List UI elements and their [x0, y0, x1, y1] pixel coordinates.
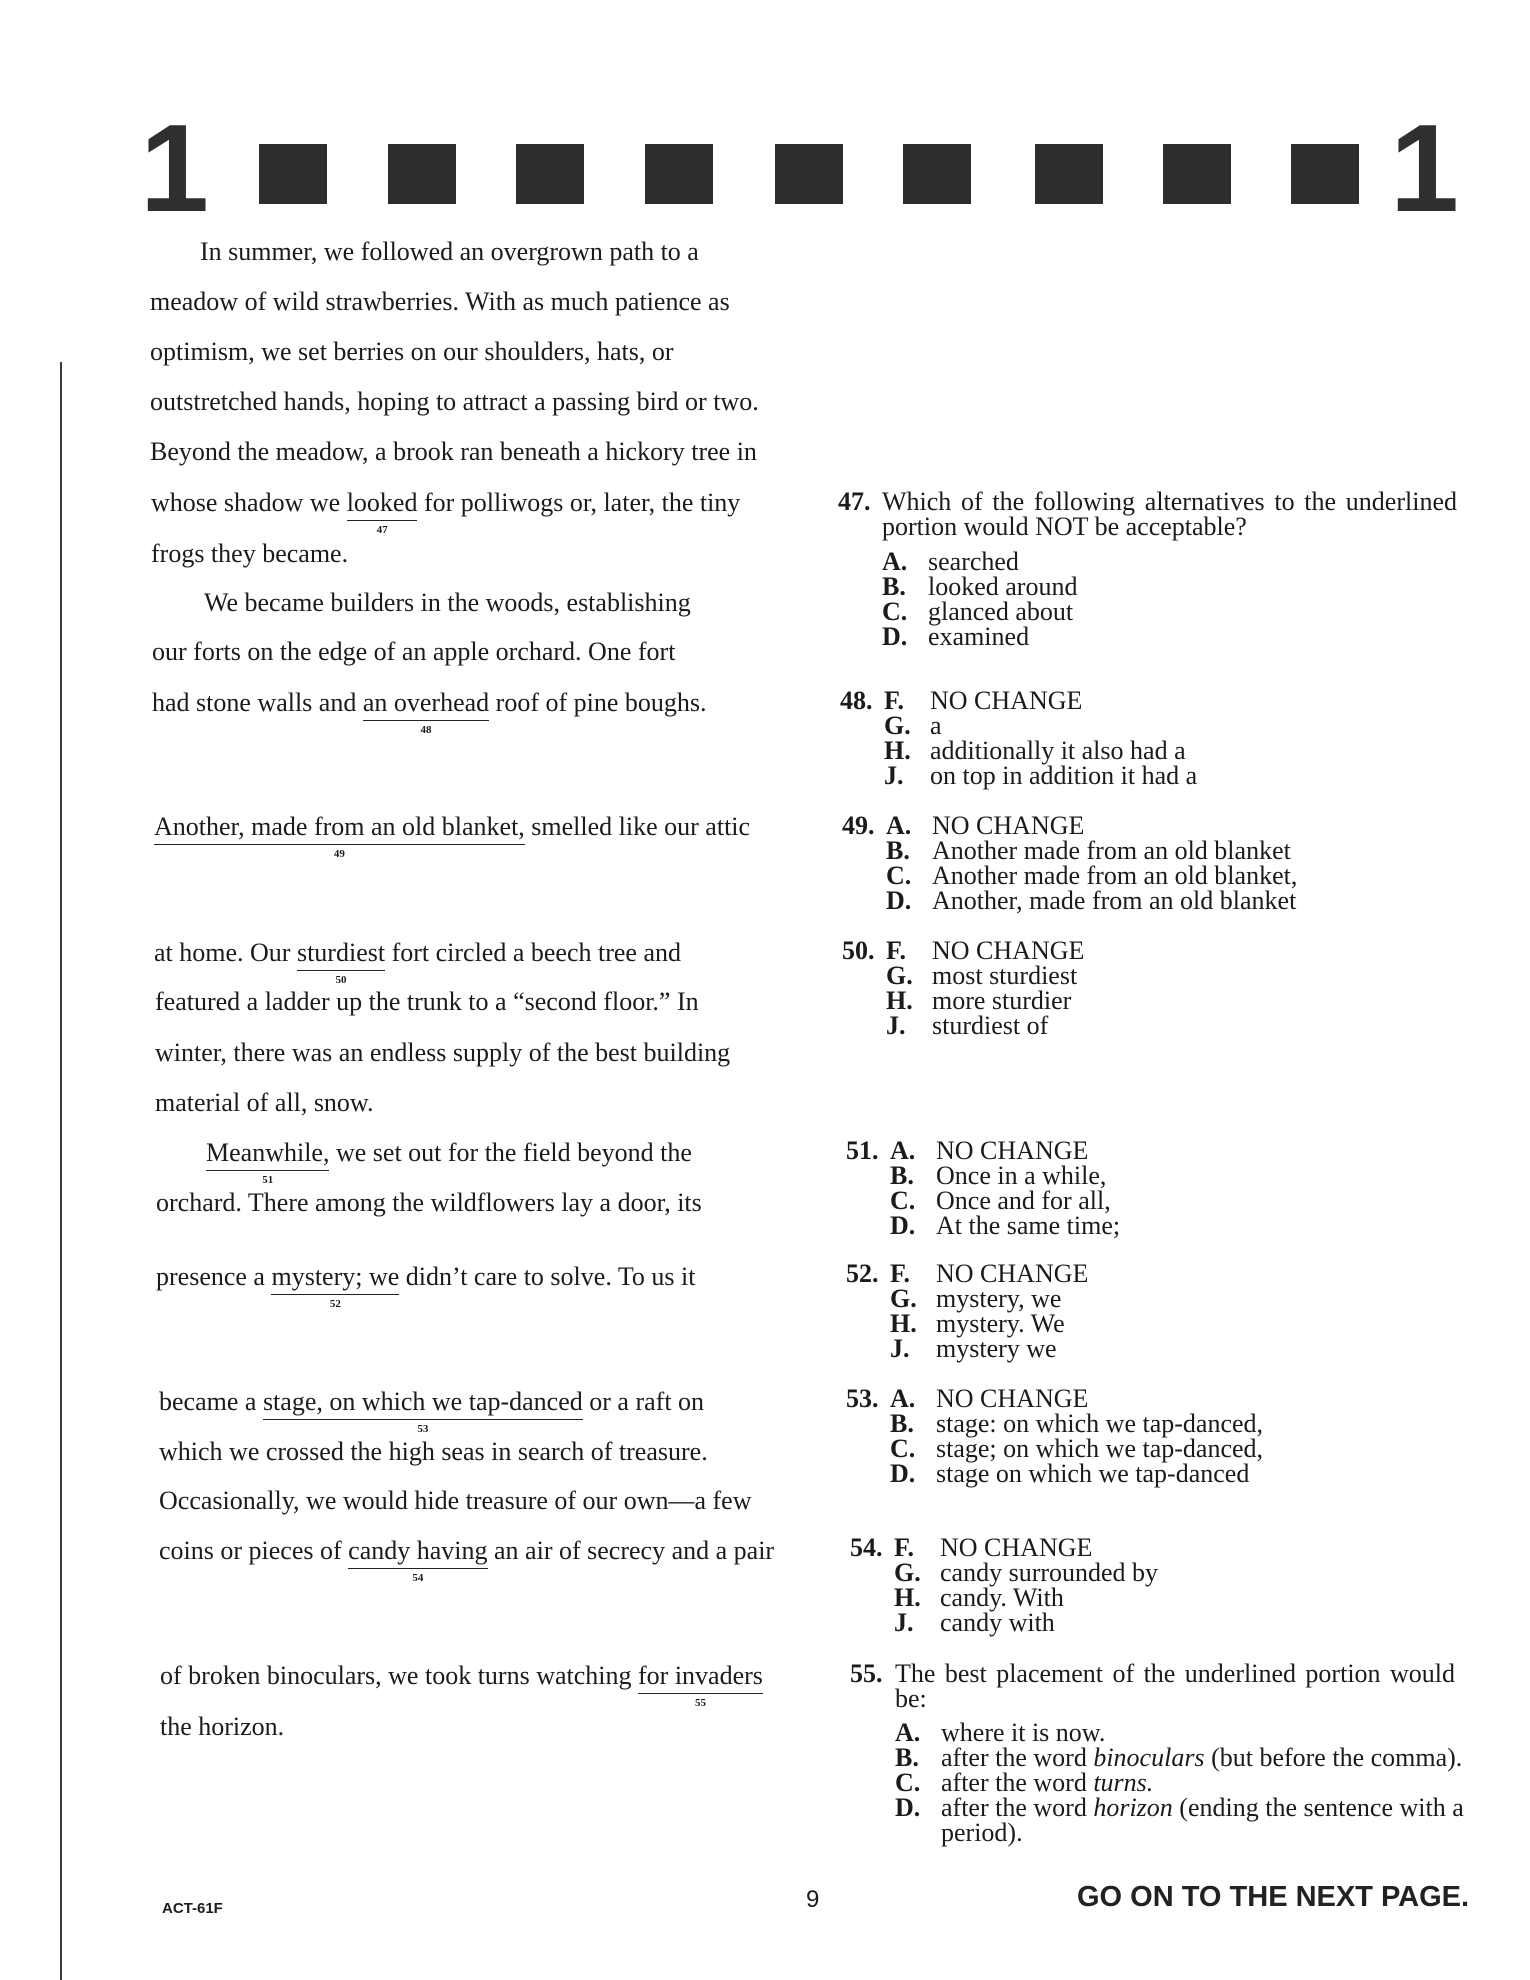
answer-choice-g: [886, 963, 1084, 988]
passage-text: had stone walls and: [152, 688, 363, 717]
choice-text: [941, 1795, 1481, 1845]
answer-choice-c: [886, 863, 1297, 888]
underlined-portion-48: [362, 688, 490, 736]
passage-line: [155, 989, 699, 1015]
underlined-text: for invaders: [638, 1661, 763, 1690]
choice-text: Another made from an old blanket: [932, 836, 1291, 865]
passage-line: [206, 1138, 692, 1186]
choice-text: stage; on which we tap-danced,: [936, 1434, 1264, 1463]
passage-text: smelled like our attic: [524, 812, 751, 841]
passage-text: coins or pieces of: [159, 1536, 349, 1565]
choice-letter: H.: [894, 1583, 921, 1612]
passage-line: [152, 688, 707, 736]
answer-choice-j: [894, 1610, 1158, 1635]
question-54: [850, 1535, 1158, 1635]
choice-letter: H.: [886, 986, 913, 1015]
choice-letter: A.: [890, 1384, 916, 1413]
answer-choice-b: [895, 1745, 1481, 1770]
question-number: 52.: [846, 1259, 879, 1288]
underlined-portion-49: [154, 812, 525, 860]
passage-line: [159, 1488, 752, 1514]
answer-choices: [890, 1386, 1263, 1486]
underlined-portion-55: [638, 1661, 763, 1709]
underlined-text: stage, on which we tap-danced: [262, 1387, 583, 1416]
question-reference-number: 54: [412, 1572, 424, 1584]
choice-text: stage: on which we tap-danced,: [936, 1409, 1264, 1438]
answer-choices: [886, 813, 1297, 913]
answer-choice-f: [890, 1261, 1088, 1286]
choice-letter: F.: [884, 686, 904, 715]
question-number: 51.: [846, 1136, 879, 1165]
choice-text-italic: turns: [1093, 1768, 1147, 1797]
question-47: [838, 489, 1457, 649]
choice-text-end: (ending the sentence with a period).: [941, 1793, 1464, 1847]
choice-text: Once and for all,: [936, 1186, 1111, 1215]
passage-line: [152, 639, 675, 665]
answer-choices: [894, 1535, 1158, 1635]
underlined-portion-51: [206, 1138, 330, 1186]
passage-text: became a: [159, 1387, 263, 1416]
choice-letter: C.: [882, 597, 908, 626]
choice-text: candy surrounded by: [940, 1558, 1159, 1587]
underlined-text: Another, made from an old blanket,: [154, 812, 525, 841]
choice-text: candy. With: [940, 1583, 1064, 1612]
passage-line: [155, 1090, 374, 1116]
question-number: 47.: [838, 487, 871, 516]
choice-text: on top in addition it had a: [930, 761, 1198, 790]
choice-text: mystery we: [936, 1334, 1057, 1363]
answer-choice-j: [886, 1013, 1084, 1038]
passage-line: [159, 1439, 708, 1465]
page-number: 9: [806, 1886, 820, 1913]
answer-choice-d: [895, 1795, 1481, 1845]
passage-text: roof of pine boughs.: [489, 688, 707, 717]
answer-choice-b: [882, 574, 1457, 599]
passage-text: which we crossed the high seas in search of treasure.: [159, 1437, 708, 1466]
choice-text: NO CHANGE: [936, 1259, 1089, 1288]
underlined-text: Meanwhile,: [206, 1138, 330, 1167]
underlined-text: mystery; we: [271, 1262, 400, 1291]
passage-text: the horizon.: [160, 1712, 285, 1741]
question-55: [850, 1661, 1481, 1845]
header-block: [516, 144, 584, 204]
choice-letter: B.: [895, 1743, 919, 1772]
choice-text: mystery, we: [936, 1284, 1062, 1313]
choice-text-end: .: [1146, 1768, 1154, 1797]
choice-letter: H.: [890, 1309, 917, 1338]
passage-text: outstretched hands, hoping to attract a passing bird or two.: [150, 387, 759, 416]
passage-text: We became builders in the woods, establishing: [204, 588, 691, 617]
passage-text: material of all, snow.: [155, 1088, 374, 1117]
answer-choice-c: [890, 1436, 1263, 1461]
choice-letter: G.: [890, 1284, 917, 1313]
question-50: [842, 938, 1084, 1038]
question-number: 53.: [846, 1384, 879, 1413]
answer-choice-d: [890, 1461, 1263, 1486]
question-reference-number: 47: [376, 524, 388, 536]
choice-text: NO CHANGE: [940, 1533, 1093, 1562]
passage-line: [204, 590, 691, 616]
passage-line: [150, 339, 674, 365]
question-reference-number: 51: [262, 1174, 274, 1186]
header-block: [1291, 144, 1359, 204]
question-reference-number: 53: [417, 1423, 429, 1435]
choice-text: [941, 1770, 1153, 1795]
answer-choice-b: [890, 1411, 1263, 1436]
choice-text: a: [930, 711, 942, 740]
answer-choice-b: [886, 838, 1297, 863]
passage-line: [151, 488, 741, 536]
choice-letter: B.: [890, 1409, 914, 1438]
answer-choice-g: [890, 1286, 1088, 1311]
underlined-portion-50: [296, 938, 386, 986]
choice-letter: A.: [882, 547, 908, 576]
passage-text: Occasionally, we would hide treasure of our own—a few: [159, 1486, 752, 1515]
question-51: [846, 1138, 1120, 1238]
choice-text: At the same time;: [936, 1211, 1121, 1240]
answer-choices: [886, 938, 1084, 1038]
answer-choice-h: [884, 738, 1197, 763]
choice-letter: D.: [890, 1211, 916, 1240]
answer-choice-c: [895, 1770, 1481, 1795]
passage-text: featured a ladder up the trunk to a “second floor.” In: [155, 987, 699, 1016]
answer-choice-h: [890, 1311, 1088, 1336]
choice-letter: A.: [886, 811, 912, 840]
choice-text: Another made from an old blanket,: [932, 861, 1298, 890]
choice-letter: C.: [895, 1768, 921, 1797]
choice-letter: J.: [884, 761, 904, 790]
header-block: [259, 144, 327, 204]
answer-choice-a: [890, 1138, 1120, 1163]
answer-choice-f: [894, 1535, 1158, 1560]
passage-line: [155, 1040, 730, 1066]
question-49: [842, 813, 1297, 913]
passage-text: an air of secrecy and a pair: [487, 1536, 775, 1565]
choice-letter: B.: [886, 836, 910, 865]
choice-letter: G.: [886, 961, 913, 990]
question-reference-number: 48: [420, 724, 432, 736]
underlined-text: candy having: [348, 1536, 488, 1565]
choice-text: NO CHANGE: [930, 686, 1083, 715]
passage-text: In summer, we followed an overgrown path to a: [200, 237, 699, 266]
choice-text: sturdiest of: [932, 1011, 1049, 1040]
choice-letter: G.: [894, 1558, 921, 1587]
header-block: [388, 144, 456, 204]
question-number: 55.: [850, 1659, 883, 1688]
question-number: 49.: [842, 811, 875, 840]
answer-choices: [890, 1138, 1120, 1238]
choice-letter: F.: [890, 1259, 910, 1288]
choice-letter: A.: [895, 1718, 921, 1747]
passage-text: for polliwogs or, later, the tiny: [417, 488, 741, 517]
underlined-portion-52: [271, 1262, 400, 1310]
answer-choice-d: [890, 1213, 1120, 1238]
form-code: ACT-61F: [162, 1900, 223, 1917]
answer-choice-j: [884, 763, 1197, 788]
question-48: [840, 688, 1197, 788]
underlined-portion-54: [348, 1536, 488, 1584]
question-reference-number: 52: [329, 1298, 341, 1310]
question-number: 48.: [840, 686, 873, 715]
question-body: [895, 1661, 1481, 1845]
passage-line: [150, 439, 757, 465]
passage-line: [160, 1661, 763, 1709]
answer-choices: [895, 1720, 1481, 1845]
passage-line: [154, 938, 682, 986]
continue-instruction: GO ON TO THE NEXT PAGE.: [1077, 1881, 1470, 1913]
passage-text: Beyond the meadow, a brook ran beneath a hickory tree in: [150, 437, 757, 466]
choice-text-start: after the word: [941, 1743, 1094, 1772]
answer-choices: [882, 549, 1457, 649]
scan-binding-line: [60, 362, 62, 1980]
question-53: [846, 1386, 1263, 1486]
passage-line: [156, 1262, 696, 1310]
choice-letter: J.: [890, 1334, 910, 1363]
choice-text: examined: [928, 622, 1030, 651]
header-block: [775, 144, 843, 204]
question-number: 50.: [842, 936, 875, 965]
passage-line: [154, 812, 751, 860]
choice-text: looked around: [928, 572, 1078, 601]
question-stem: The best placement of the underlined portion would be:: [895, 1659, 1455, 1713]
passage-text: frogs they became.: [151, 539, 349, 568]
underlined-text: an overhead: [362, 688, 490, 717]
answer-choice-f: [886, 938, 1084, 963]
header-block: [1163, 144, 1231, 204]
answer-choice-h: [886, 988, 1084, 1013]
choice-text: Another, made from an old blanket: [932, 886, 1297, 915]
answer-choices: [884, 688, 1197, 788]
answer-choice-d: [886, 888, 1297, 913]
answer-choice-c: [882, 599, 1457, 624]
answer-choice-a: [890, 1386, 1263, 1411]
passage-text: at home. Our: [154, 938, 297, 967]
choice-letter: A.: [890, 1136, 916, 1165]
choice-letter: F.: [894, 1533, 914, 1562]
choice-text: additionally it also had a: [930, 736, 1186, 765]
passage-text: orchard. There among the wildflowers lay a door, its: [156, 1188, 702, 1217]
question-reference-number: 55: [694, 1697, 706, 1709]
underlined-text: looked: [346, 488, 418, 517]
passage-text: meadow of wild strawberries. With as much patience as: [150, 287, 730, 316]
choice-text: NO CHANGE: [932, 936, 1085, 965]
answer-choice-a: [895, 1720, 1481, 1745]
answer-choices: [890, 1261, 1088, 1361]
underlined-portion-53: [262, 1387, 583, 1435]
choice-letter: J.: [886, 1011, 906, 1040]
header-block: [903, 144, 971, 204]
passage-line: [160, 1714, 284, 1740]
choice-text: NO CHANGE: [936, 1384, 1089, 1413]
choice-letter: H.: [884, 736, 911, 765]
choice-letter: C.: [890, 1434, 916, 1463]
choice-letter: D.: [882, 622, 908, 651]
choice-text: most sturdiest: [932, 961, 1078, 990]
passage-text: optimism, we set berries on our shoulders, hats, or: [150, 337, 674, 366]
passage-text: whose shadow we: [151, 488, 347, 517]
passage-line: [151, 541, 348, 567]
choice-text: where it is now.: [941, 1718, 1106, 1747]
question-reference-number: 50: [335, 974, 347, 986]
question-reference-number: 49: [333, 848, 345, 860]
passage-line: [159, 1387, 705, 1435]
passage-text: winter, there was an endless supply of the best building: [155, 1038, 731, 1067]
choice-text: searched: [928, 547, 1019, 576]
section-number-left: 1: [140, 100, 209, 238]
answer-choice-d: [882, 624, 1457, 649]
passage-line: [200, 239, 699, 265]
passage-text: of broken binoculars, we took turns watching: [160, 1661, 639, 1690]
choice-text: NO CHANGE: [936, 1136, 1089, 1165]
passage-text: didn’t care to solve. To us it: [399, 1262, 696, 1291]
passage-text: our forts on the edge of an apple orchard. One fort: [152, 637, 676, 666]
choice-text: NO CHANGE: [932, 811, 1085, 840]
choice-text-italic: binoculars: [1093, 1743, 1205, 1772]
answer-choice-b: [890, 1163, 1120, 1188]
choice-text: more sturdier: [932, 986, 1072, 1015]
choice-letter: D.: [895, 1793, 921, 1822]
answer-choice-a: [882, 549, 1457, 574]
answer-choice-c: [890, 1188, 1120, 1213]
choice-letter: D.: [886, 886, 912, 915]
choice-text: Once in a while,: [936, 1161, 1107, 1190]
choice-letter: D.: [890, 1459, 916, 1488]
question-52: [846, 1261, 1088, 1361]
passage-line: [159, 1536, 775, 1584]
passage-line: [156, 1190, 702, 1216]
question-number: 54.: [850, 1533, 883, 1562]
question-stem: Which of the following alternatives to the underlined portion would NOT be acceptable?: [882, 487, 1457, 541]
answer-choice-f: [884, 688, 1197, 713]
answer-choice-h: [894, 1585, 1158, 1610]
choice-letter: J.: [894, 1608, 914, 1637]
answer-choice-g: [884, 713, 1197, 738]
choice-letter: B.: [890, 1161, 914, 1190]
choice-letter: B.: [882, 572, 906, 601]
choice-text: mystery. We: [936, 1309, 1065, 1338]
choice-text: [941, 1745, 1462, 1770]
choice-text-start: after the word: [941, 1793, 1094, 1822]
choice-letter: G.: [884, 711, 911, 740]
header-block: [1035, 144, 1103, 204]
passage-line: [150, 289, 730, 315]
section-number-right: 1: [1390, 100, 1459, 238]
passage-text: fort circled a beech tree and: [385, 938, 682, 967]
choice-text: glanced about: [928, 597, 1074, 626]
choice-letter: C.: [890, 1186, 916, 1215]
passage-text: we set out for the field beyond the: [329, 1138, 692, 1167]
passage-text: or a raft on: [582, 1387, 705, 1416]
answer-choice-a: [886, 813, 1297, 838]
choice-text: candy with: [940, 1608, 1055, 1637]
passage-line: [150, 389, 759, 415]
answer-choice-g: [894, 1560, 1158, 1585]
underlined-portion-47: [346, 488, 418, 536]
question-body: [882, 489, 1457, 649]
answer-choice-j: [890, 1336, 1088, 1361]
header-block: [645, 144, 713, 204]
choice-text-end: (but before the comma).: [1204, 1743, 1463, 1772]
choice-text-start: after the word: [941, 1768, 1094, 1797]
passage-text: presence a: [156, 1262, 272, 1291]
choice-text-italic: horizon: [1093, 1793, 1173, 1822]
choice-letter: F.: [886, 936, 906, 965]
choice-text: stage on which we tap-danced: [936, 1459, 1250, 1488]
underlined-text: sturdiest: [296, 938, 386, 967]
choice-letter: C.: [886, 861, 912, 890]
